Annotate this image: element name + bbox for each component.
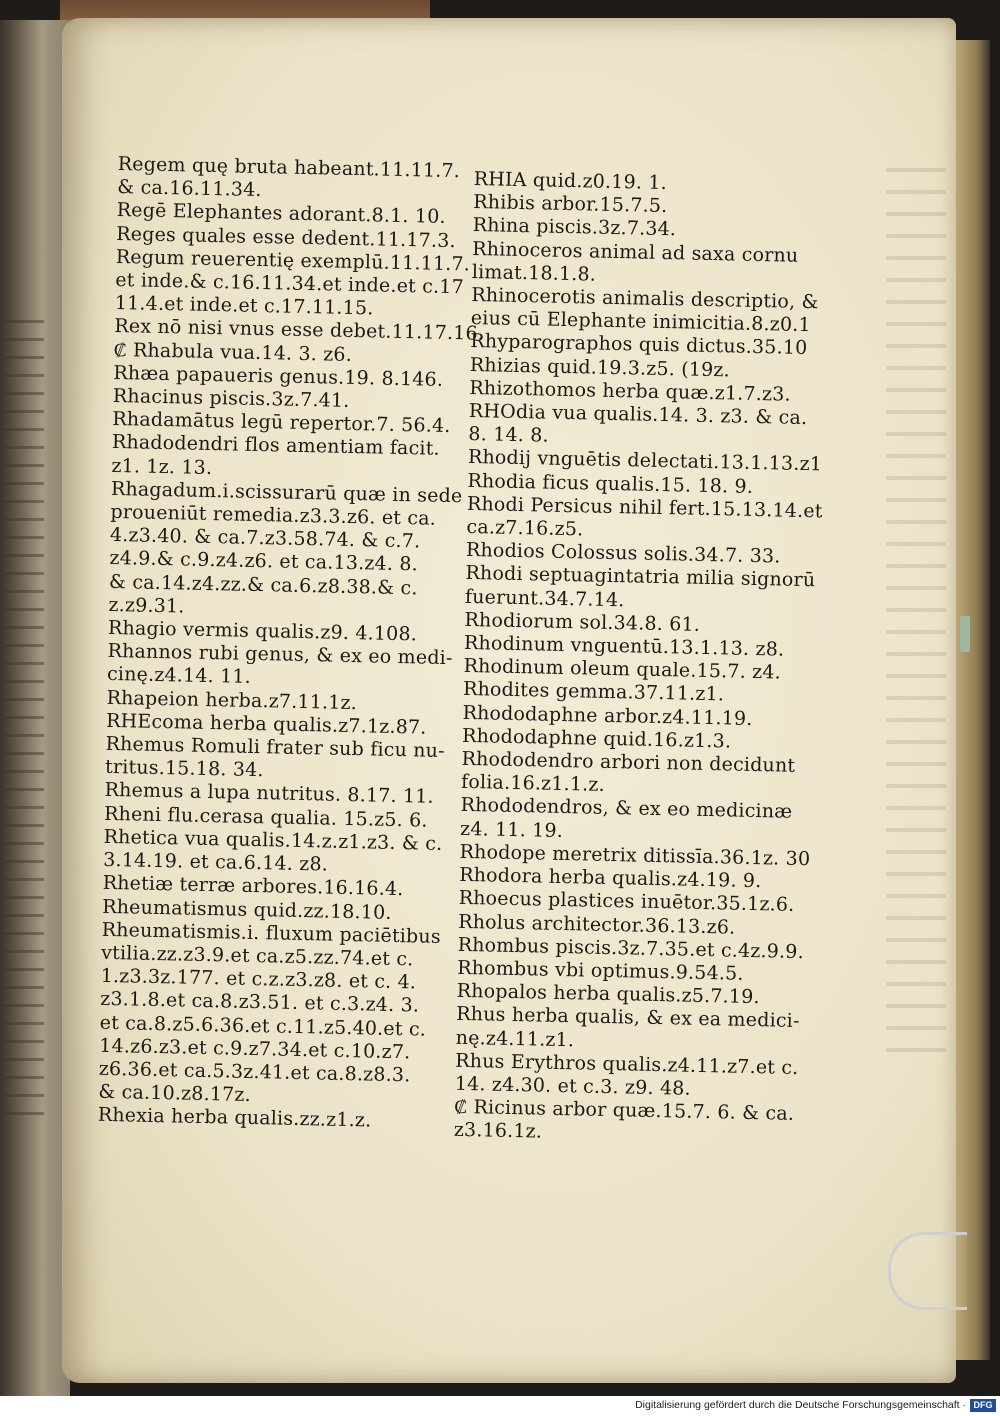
index-entry: Regem quę bruta habeant.11.11.7. — [117, 153, 461, 183]
index-entry: Rhoecus plastices inuētor.35.1z.6. — [458, 887, 795, 917]
index-entry: Rhodi Persicus nihil fert.15.13.14.et — [466, 492, 823, 523]
index-entry: & ca.16.11.34. — [117, 176, 262, 202]
index-entry: Rhus herba qualis, & ex ea medici- — [456, 1003, 800, 1033]
index-entry: Rhododendros, & ex eo medicinæ — [460, 794, 793, 824]
index-entry: Rhodites gemma.37.11.z1. — [462, 678, 725, 706]
index-entry: Rhannos rubi genus, & ex eo medi- — [107, 640, 453, 670]
index-entry: Rhetica vua qualis.14.z.z1.z3. & c. — [103, 825, 443, 855]
index-entry: Reges quales esse dedent.11.17.3. — [116, 222, 456, 252]
index-entry: & ca.10.z8.17z. — [98, 1080, 252, 1107]
left-page-text-shadow — [4, 320, 44, 1120]
index-entry: z4. 11. 19. — [459, 817, 564, 842]
index-entry: 14.z6.z3.et c.9.z7.34.et c.10.z7. — [99, 1034, 411, 1064]
index-entry: Rheni flu.cerasa qualia. 15.z5. 6. — [103, 802, 428, 832]
left-page-edge — [0, 20, 70, 1396]
index-entry: proueniūt remedia.z3.3.z6. et ca. — [110, 500, 437, 530]
index-entry: Rholus architector.36.13.z6. — [457, 910, 736, 939]
index-entry: Rhododaphne arbor.z4.11.19. — [462, 701, 753, 730]
index-entry: Rhopalos herba qualis.z5.7.19. — [456, 979, 760, 1009]
dfg-logo: DFG — [970, 1399, 996, 1412]
index-entry: Rhacinus piscis.3z.7.41. — [112, 384, 350, 412]
index-entry: nę.z4.11.z1. — [455, 1026, 575, 1051]
index-entry: et inde.& c.16.11.34.et inde.et c.17 — [115, 268, 465, 299]
index-entry: ca.z7.16.z5. — [466, 515, 584, 541]
index-entry: eius cū Elephante inimicitia.8.z0.1 — [470, 307, 811, 337]
index-entry: Rhadamātus legū repertor.7. 56.4. — [112, 408, 451, 438]
index-entry: Rhemus a lupa nutritus. 8.17. 11. — [104, 779, 435, 809]
index-entry: z4.9.& c.9.z4.z6. et ca.13.z4. 8. — [109, 547, 419, 576]
index-entry: fuerunt.34.7.14. — [464, 585, 625, 611]
index-entry: ₡ Rhabula vua.14. 3. z6. — [113, 338, 353, 366]
page-marker — [960, 616, 970, 652]
index-entry: cinę.z4.14. 11. — [106, 663, 252, 689]
index-entry: Rhadodendri flos amentiam facit. — [111, 431, 440, 461]
index-entry: Rhodope meretrix ditissīa.36.1z. 30 — [459, 840, 811, 871]
index-entry: z3.1.8.et ca.8.z3.51. et c.3.z4. 3. — [100, 988, 420, 1017]
index-entry: Rhodia ficus qualis.15. 18. 9. — [467, 469, 754, 498]
index-entry: RHIA quid.z0.19. 1. — [473, 168, 668, 195]
index-column-left — [98, 153, 488, 1135]
index-entry: Rhinoceros animal ad saxa cornu — [472, 237, 799, 267]
index-entry: 3.14.19. et ca.6.14. z8. — [102, 848, 329, 876]
index-entry: Rhodiorum sol.34.8. 61. — [464, 608, 701, 636]
index-entry: Rhetiæ terræ arbores.16.16.4. — [102, 872, 404, 901]
footer-credit: Digitalisierung gefördert durch die Deutsche Forschungsgemeinschaft · — [635, 1399, 966, 1411]
index-entry: z.z9.31. — [108, 593, 185, 618]
index-entry: Rhizias quid.19.3.z5. (19z. — [469, 353, 731, 382]
index-entry: Rhodi septuagintatria milia signorū — [465, 562, 816, 592]
index-entry: z6.36.et ca.5.3z.41.et ca.8.z8.3. — [98, 1057, 411, 1087]
index-entry: Rhodinum vnguentū.13.1.13. z8. — [463, 631, 785, 661]
index-entry: Regum reuerentię exemplū.11.11.7. — [115, 245, 471, 276]
index-entry: Rhapeion herba.z7.11.1z. — [106, 686, 358, 714]
index-entry: limat.18.1.8. — [471, 260, 597, 286]
show-through — [886, 168, 946, 1068]
index-entry: Rhagadum.i.scissurarū quæ in sede — [110, 477, 463, 508]
index-entry: Rhododendro arbori non decidunt — [461, 747, 796, 777]
index-entry: Regē Elephantes adorant.8.1. 10. — [116, 199, 446, 229]
index-entry: ₡ Ricinus arbor quæ.15.7. 6. & ca. — [454, 1095, 795, 1126]
index-entry: 14. z4.30. et c.3. z9. 48. — [454, 1072, 692, 1100]
index-entry: Rex nō nisi vnus esse debet.11.17.16. — [114, 315, 485, 346]
index-entry: Rhodios Colossus solis.34.7. 33. — [465, 539, 781, 568]
index-entry: Rhodinum oleum quale.15.7. z4. — [463, 655, 782, 684]
index-entry: Rhus Erythros qualis.z4.11.z7.et c. — [455, 1049, 799, 1079]
index-entry: RHEcoma herba qualis.z7.1z.87. — [105, 709, 427, 739]
index-entry: Rhibis arbor.15.7.5. — [473, 191, 668, 218]
index-entry: Rhemus Romuli frater sub ficu nu- — [105, 732, 445, 763]
index-entry: 8. 14. 8. — [468, 423, 549, 447]
index-entry: 1.z3.3z.177. et c.z.z3.z8. et c. 4. — [100, 964, 417, 994]
index-entry: Rhæa papaueris genus.19. 8.146. — [113, 361, 444, 391]
index-entry: Rhombus vbi optimus.9.54.5. — [457, 956, 744, 985]
index-entry: Rheumatismis.i. fluxum paciētibus — [101, 918, 442, 948]
index-entry: et ca.8.z5.6.36.et c.11.z5.40.et c. — [99, 1011, 427, 1041]
index-entry: Rhyparographos quis dictus.35.10 — [470, 330, 808, 360]
index-entry: 11.4.et inde.et c.17.11.15. — [114, 292, 374, 320]
footer-bar — [0, 1396, 1000, 1416]
index-entry: Rhina piscis.3z.7.34. — [472, 214, 677, 241]
index-column-right — [454, 168, 830, 1150]
index-entry: Rhododaphne quid.16.z1.3. — [461, 724, 732, 753]
index-entry: Rhodij vnguētis delectati.13.1.13.z1 — [467, 446, 823, 476]
index-entry: folia.16.z1.1.z. — [460, 771, 606, 797]
index-entry: 4.z3.40. & ca.7.z3.58.74. & c.7. — [109, 524, 421, 553]
index-entry: Rhexia herba qualis.zz.z1.z. — [97, 1104, 372, 1132]
index-entry: tritus.15.18. 34. — [104, 756, 264, 782]
index-entry: Rheumatismus quid.zz.18.10. — [101, 895, 392, 924]
index-entry: Rhizothomos herba quæ.z1.7.z3. — [469, 376, 791, 406]
index-entry: Rhodora herba qualis.z4.19. 9. — [458, 863, 762, 893]
index-entry: RHOdia vua qualis.14. 3. z3. & ca. — [468, 399, 808, 430]
index-entry: vtilia.zz.z3.9.et ca.z5.zz.74.et c. — [101, 941, 414, 971]
index-entry: Rhagio vermis qualis.z9. 4.108. — [107, 616, 418, 646]
index-entry: z3.16.1z. — [453, 1119, 543, 1143]
index-entry: & ca.14.z4.zz.& ca.6.z8.38.& c. — [108, 570, 418, 600]
index-entry: Rhinocerotis animalis descriptio, & — [471, 283, 819, 314]
index-entry: z1. 1z. 13. — [111, 454, 213, 479]
index-entry: Rhombus piscis.3z.7.35.et c.4z.9.9. — [457, 933, 805, 963]
page-clip — [888, 1232, 967, 1310]
